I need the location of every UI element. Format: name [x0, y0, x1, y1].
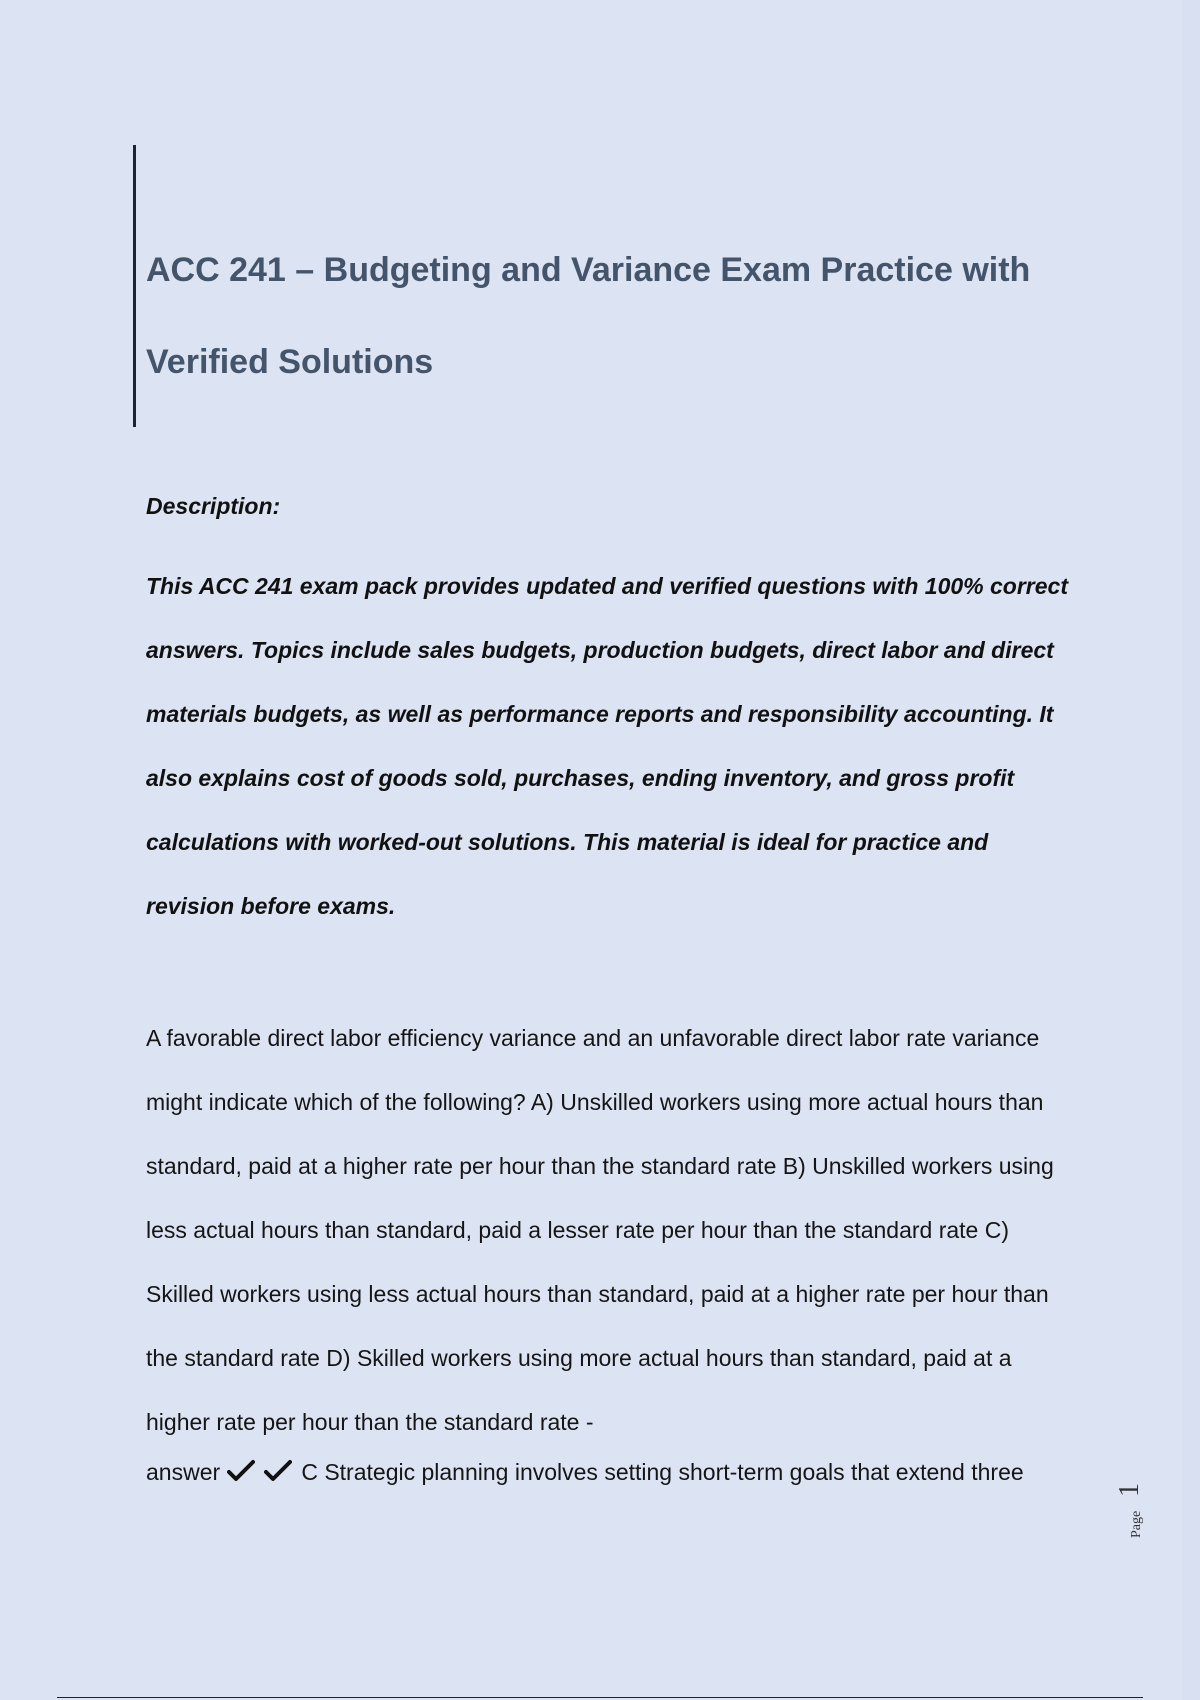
page-right-margin [1182, 0, 1200, 1700]
answer-prefix: answer [146, 1459, 221, 1485]
checkmark-icon [264, 1443, 292, 1467]
answer-line [146, 1440, 1081, 1504]
page-number: 1 [1114, 1483, 1145, 1497]
description-text: This ACC 241 exam pack provides updated and verified questions with 100% correct answers. Topics include sales budgets, production budgets, direct labor and direct materials budgets, as well as performance reports and responsibility accounting. It also explains cost of goods sold, purchases, ending inventory, and gross profit calculations with worked-out solutions. This material is ideal for practice and revision before exams. [146, 573, 1068, 919]
question-text: A favorable direct labor efficiency variance and an unfavorable direct labor rate variance might indicate which of the following? A) Unskilled workers using more actual hours than standard, paid at a higher rate per hour than the standard rate B) Unskilled workers using less actual hours than standard, paid a lesser rate per hour than the standard rate C) Skilled workers using less actual hours than standard, paid at a higher rate per hour than the standard rate D) Skilled workers using more actual hours than standard, paid at a higher rate per hour than the standard rate - [146, 1025, 1054, 1435]
title-rule [133, 145, 136, 427]
checkmark-icon [227, 1443, 255, 1467]
document-title: ACC 241 – Budgeting and Variance Exam Practice with Verified Solutions [146, 251, 1031, 381]
answer-text: C Strategic planning involves setting short-term goals that extend three [301, 1459, 1024, 1485]
page-label: Page [1129, 1510, 1144, 1538]
footer-rule [57, 1697, 1143, 1698]
page-number-indicator [1106, 1483, 1170, 1538]
description-label: Description: [146, 493, 281, 519]
